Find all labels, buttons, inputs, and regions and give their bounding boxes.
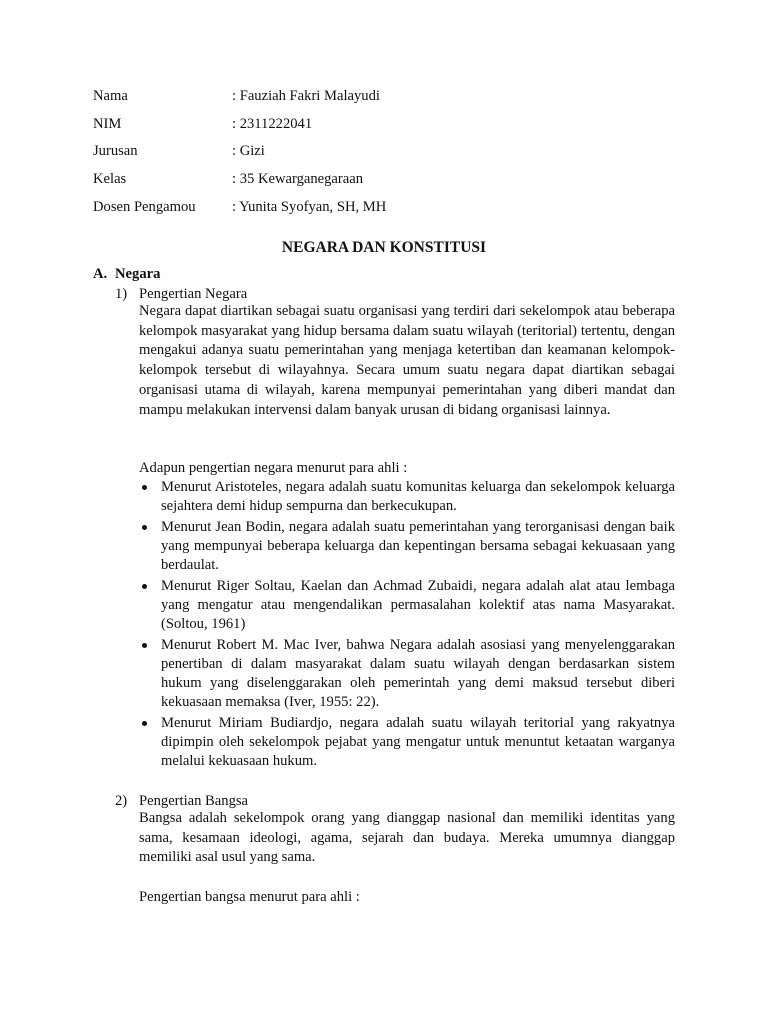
bullet-icon [142, 485, 147, 490]
info-row-nim [93, 114, 693, 134]
bullet-icon [142, 584, 147, 589]
info-row-jurusan [93, 141, 693, 161]
info-value: : Gizi [232, 143, 265, 159]
info-value: : Yunita Syofyan, SH, MH [232, 199, 387, 215]
info-label: Dosen Pengamou [93, 199, 196, 215]
list-item-text: Menurut Jean Bodin, negara adalah suatu pemerintahan yang terorganisasi dengan baik yang mempunyai beberapa keluarga dan kepentingan bersama sebagai kekuasaan yang berdaulat. [161, 519, 675, 573]
negara-experts-list [139, 478, 675, 773]
bullet-icon [142, 643, 147, 648]
list-item [139, 577, 675, 634]
subsection-title: Pengertian Negara [139, 286, 248, 302]
subsection-title: Pengertian Bangsa [139, 793, 249, 809]
bangsa-definition-paragraph: Bangsa adalah sekelompok orang yang dianggap nasional dan memiliki identitas yang sama, kesamaan ideologi, agama, sejarah dan budaya. Mereka umumnya dianggap memiliki asal usul yang sama. [139, 810, 675, 866]
list-item-text: Menurut Robert M. Mac Iver, bahwa Negara adalah asosiasi yang menyelenggarakan penertiban di dalam masyarakat dalam suatu wilayah dengan berdasarkan sistem hukum yang diselenggarakan oleh pemerintah yang demi maksud tersebut diberi kekuasaan memaksa (Iver, 1955: 22). [161, 637, 675, 710]
section-a-heading [93, 264, 160, 284]
info-label: Kelas [93, 171, 127, 187]
info-value: : 35 Kewarganegaraan [232, 171, 364, 187]
info-value: : Fauziah Fakri Malayudi [232, 88, 380, 104]
bullet-icon [142, 525, 147, 530]
negara-experts-intro: Adapun pengertian negara menurut para ahli : [139, 460, 408, 476]
info-label: NIM [93, 116, 122, 132]
subsection-1-heading [115, 284, 247, 304]
bangsa-experts-intro: Pengertian bangsa menurut para ahli : [139, 889, 360, 905]
bullet-icon [142, 721, 147, 726]
list-item [139, 714, 675, 771]
subsection-2-heading [115, 791, 248, 811]
info-value: : 2311222041 [232, 116, 313, 132]
list-item-text: Menurut Aristoteles, negara adalah suatu komunitas keluarga dan sekelompok keluarga sejahtera demi hidup sempurna dan berkecukupan. [161, 479, 675, 514]
info-row-dosen [93, 197, 693, 217]
list-item-text: Menurut Miriam Budiardjo, negara adalah suatu wilayah teritorial yang rakyatnya dipimpin oleh sekelompok pejabat yang mengatur untuk menuntut ketaatan warganya melalui kekuasaan hukum. [161, 715, 675, 769]
negara-definition-paragraph: Negara dapat diartikan sebagai suatu organisasi yang terdiri dari sekelompok atau beberapa kelompok masyarakat yang hidup bersama dalam suatu wilayah (teritorial) tertentu, dengan mengakui adanya suatu pemerintahan yang menjaga ketertiban dan keamanan kelompok-kelompok tersebut di wilayahnya. Secara umum suatu negara dapat diartikan sebagai organisasi utama di wilayah, karena mempunyai pemerintahan yang diberi mandat dan mampu melakukan intervensi dalam banyak urusan di bidang organisasi lainnya. [139, 303, 675, 418]
info-row-nama [93, 86, 693, 106]
list-item [139, 478, 675, 516]
subsection-number: 2) [115, 793, 128, 809]
document-title: NEGARA DAN KONSTITUSI [281, 239, 487, 256]
info-label: Nama [93, 88, 128, 104]
subsection-number: 1) [115, 286, 128, 302]
list-item [139, 636, 675, 712]
section-letter: A. [93, 266, 108, 282]
section-title: Negara [115, 266, 161, 282]
list-item [139, 518, 675, 575]
info-row-kelas [93, 169, 693, 189]
list-item-text: Menurut Riger Soltau, Kaelan dan Achmad Zubaidi, negara adalah alat atau lembaga yang mengatur atau mengendalikan permasalahan kolektif atas nama Masyarakat. (Soltou, 1961) [161, 578, 675, 632]
info-label: Jurusan [93, 143, 138, 159]
